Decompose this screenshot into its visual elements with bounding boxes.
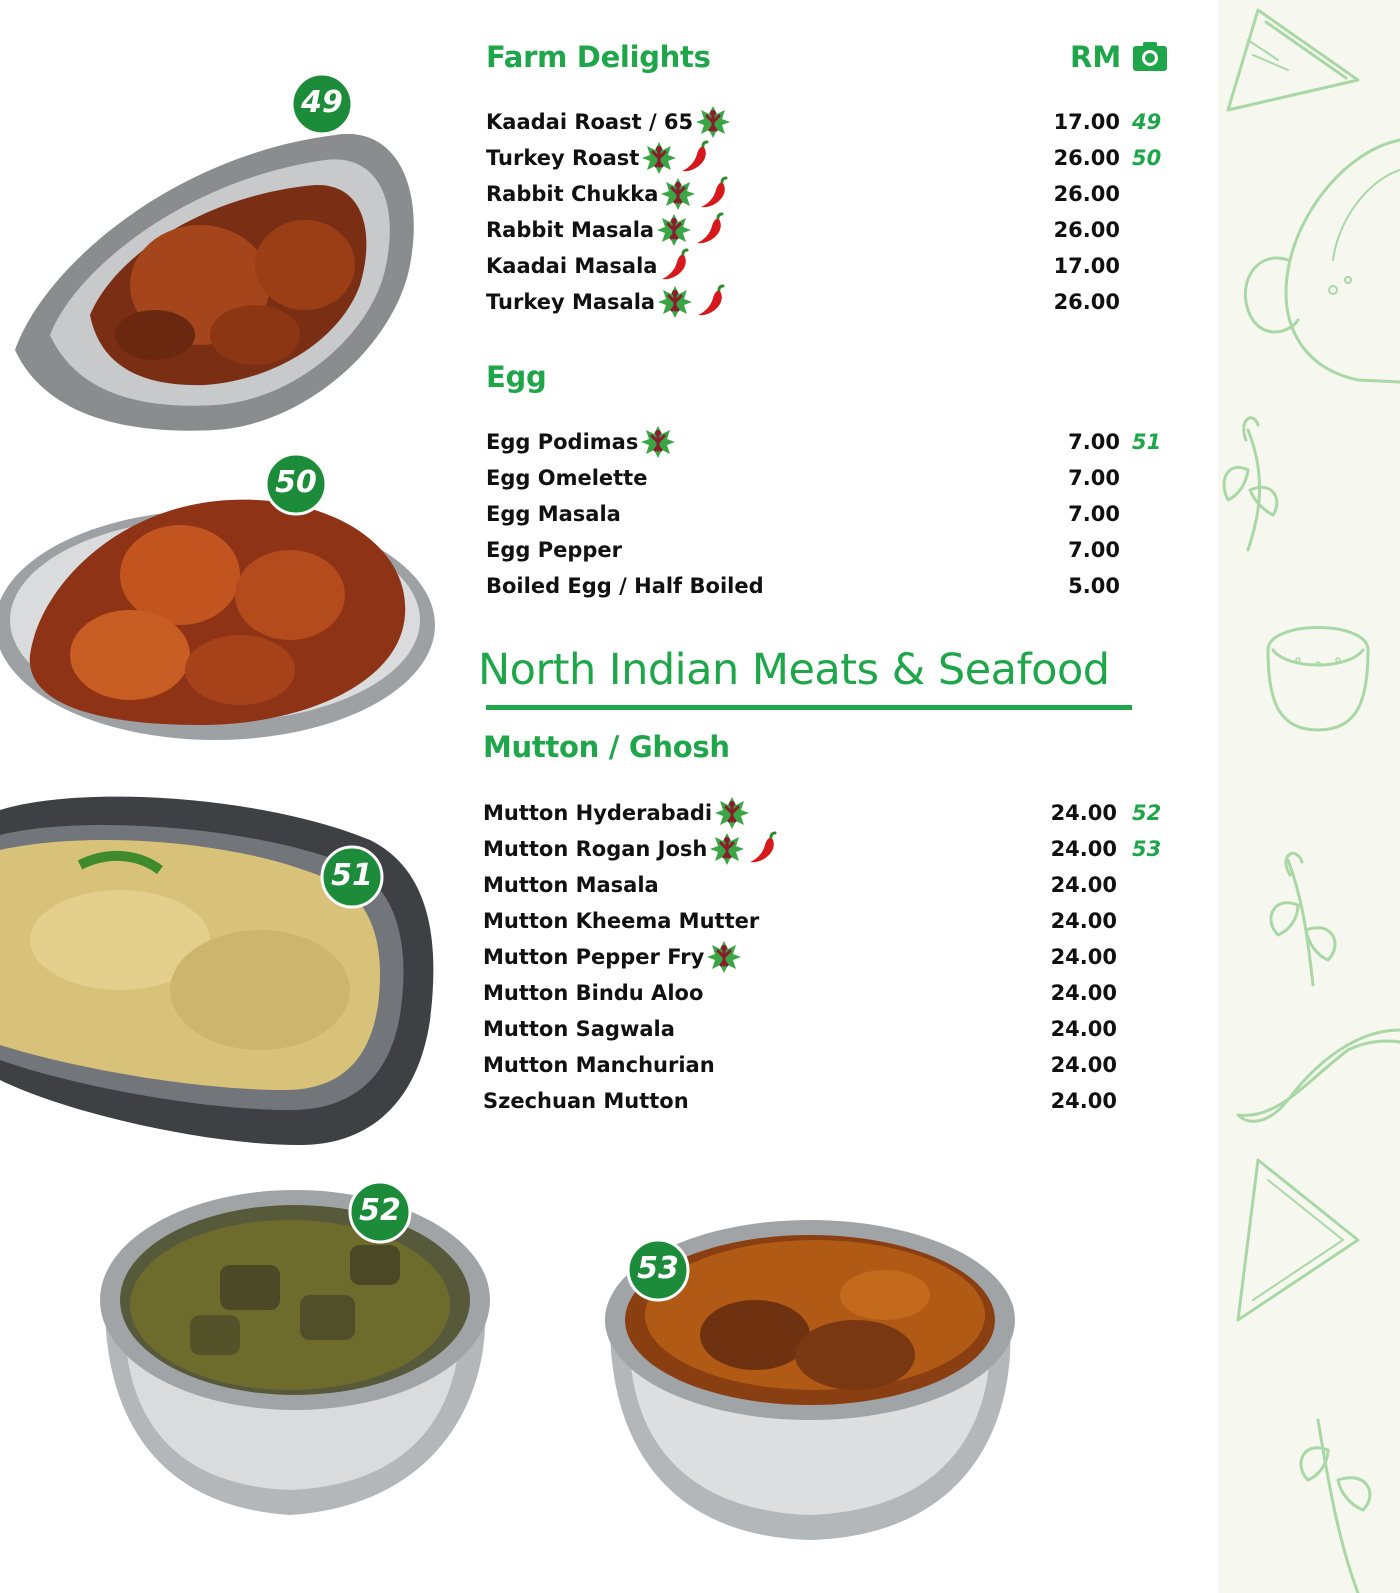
menu-item-price: 7.00 xyxy=(1068,466,1120,490)
category-title-underline xyxy=(486,705,1132,710)
chef-special-icon xyxy=(714,795,750,831)
menu-item-row xyxy=(483,975,1172,1011)
menu-item-name-wrap xyxy=(483,1083,689,1119)
menu-item-name-wrap xyxy=(486,568,764,604)
menu-item-name: Mutton Pepper Fry xyxy=(483,945,705,969)
menu-item-price: 7.00 xyxy=(1068,502,1120,526)
chili-icon xyxy=(747,831,777,867)
photo-badge-number: 51 xyxy=(331,858,373,893)
menu-item-name-wrap xyxy=(483,1047,715,1083)
menu-item-name: Mutton Bindu Aloo xyxy=(483,981,704,1005)
menu-item-row xyxy=(486,104,1172,140)
dish-photo-egg-podimas xyxy=(0,790,440,1150)
menu-item-price: 26.00 xyxy=(1053,218,1120,242)
menu-item-name-wrap xyxy=(483,1011,675,1047)
menu-item-price: 24.00 xyxy=(1050,909,1117,933)
menu-item-price: 7.00 xyxy=(1068,538,1120,562)
chef-special-icon xyxy=(706,939,742,975)
menu-item-row xyxy=(486,496,1172,532)
menu-item-price: 24.00 xyxy=(1050,837,1117,861)
menu-item-price: 26.00 xyxy=(1053,182,1120,206)
menu-item-name: Kaadai Masala xyxy=(486,254,658,278)
menu-item-name: Mutton Sagwala xyxy=(483,1017,675,1041)
menu-item-row xyxy=(486,176,1172,212)
menu-item-photo-ref: 50 xyxy=(1132,146,1162,170)
menu-item-price: 24.00 xyxy=(1050,1053,1117,1077)
menu-item-name: Rabbit Masala xyxy=(486,218,655,242)
menu-item-name-wrap xyxy=(483,795,750,831)
category-title-north-indian: North Indian Meats & Seafood xyxy=(478,645,1110,695)
menu-item-row xyxy=(483,795,1172,831)
menu-item-name: Boiled Egg / Half Boiled xyxy=(486,574,764,598)
chef-special-icon xyxy=(641,140,677,176)
photo-badge-number: 52 xyxy=(359,1193,401,1228)
menu-item-price: 7.00 xyxy=(1068,430,1120,454)
photo-badge xyxy=(320,845,384,909)
chili-icon xyxy=(659,248,689,284)
menu-item-name: Egg Pepper xyxy=(486,538,623,562)
menu-item-name: Egg Omelette xyxy=(486,466,648,490)
menu-item-photo-ref: 49 xyxy=(1132,110,1162,134)
menu-item-name-wrap xyxy=(486,532,622,568)
menu-item-name-wrap xyxy=(486,248,689,284)
menu-item-name: Turkey Roast xyxy=(486,146,640,170)
menu-item-name-wrap xyxy=(486,176,728,212)
menu-item-name-wrap xyxy=(483,831,777,867)
chili-icon xyxy=(695,284,725,320)
photo-badge xyxy=(348,1180,412,1244)
menu-item-name-wrap xyxy=(486,496,621,532)
photo-badge-number: 49 xyxy=(301,85,343,120)
section-title-mutton: Mutton / Ghosh xyxy=(483,730,730,764)
menu-item-row xyxy=(483,1011,1172,1047)
menu-item-name: Kaadai Roast / 65 xyxy=(486,110,694,134)
photo-badge-number: 50 xyxy=(275,465,317,500)
chili-icon xyxy=(694,212,724,248)
menu-item-row xyxy=(483,1083,1172,1119)
menu-item-price: 24.00 xyxy=(1050,945,1117,969)
menu-item-name: Turkey Masala xyxy=(486,290,656,314)
menu-item-row xyxy=(486,140,1172,176)
menu-item-name: Egg Masala xyxy=(486,502,621,526)
menu-item-name-wrap xyxy=(486,212,724,248)
menu-item-name: Szechuan Mutton xyxy=(483,1089,689,1113)
menu-item-name: Mutton Manchurian xyxy=(483,1053,715,1077)
menu-item-name: Mutton Hyderabadi xyxy=(483,801,713,825)
decorative-food-sketch-strip xyxy=(1218,0,1400,1593)
menu-item-name-wrap xyxy=(483,903,759,939)
menu-item-price: 24.00 xyxy=(1050,981,1117,1005)
menu-item-row xyxy=(483,1047,1172,1083)
menu-item-price: 17.00 xyxy=(1053,110,1120,134)
menu-item-name-wrap xyxy=(483,975,703,1011)
menu-item-photo-ref: 52 xyxy=(1132,801,1162,825)
chili-icon xyxy=(698,176,728,212)
menu-item-row xyxy=(486,212,1172,248)
menu-item-price: 24.00 xyxy=(1050,1089,1117,1113)
menu-item-row xyxy=(486,460,1172,496)
section-title-egg: Egg xyxy=(486,360,547,394)
menu-item-price: 26.00 xyxy=(1053,146,1120,170)
chef-special-icon xyxy=(660,176,696,212)
menu-item-row xyxy=(483,831,1172,867)
chef-special-icon xyxy=(709,831,745,867)
photo-badge-number: 53 xyxy=(637,1251,679,1286)
menu-item-photo-ref: 51 xyxy=(1132,430,1162,454)
chef-special-icon xyxy=(695,104,731,140)
menu-item-price: 17.00 xyxy=(1053,254,1120,278)
dish-photo-turkey-roast xyxy=(0,485,440,750)
photo-badge xyxy=(290,72,354,136)
menu-item-name-wrap xyxy=(486,424,676,460)
menu-item-name: Mutton Rogan Josh xyxy=(483,837,708,861)
menu-item-row xyxy=(486,248,1172,284)
menu-item-row xyxy=(486,532,1172,568)
menu-item-row xyxy=(486,568,1172,604)
menu-item-row xyxy=(483,939,1172,975)
section-title-farm-delights: Farm Delights xyxy=(486,40,711,74)
menu-item-name-wrap xyxy=(486,460,647,496)
menu-item-name: Egg Podimas xyxy=(486,430,639,454)
menu-item-row xyxy=(486,284,1172,320)
menu-item-name-wrap xyxy=(483,939,742,975)
menu-item-photo-ref: 53 xyxy=(1132,837,1162,861)
menu-item-price: 24.00 xyxy=(1050,1017,1117,1041)
menu-item-name-wrap xyxy=(486,284,725,320)
menu-item-price: 5.00 xyxy=(1068,574,1120,598)
menu-item-price: 26.00 xyxy=(1053,290,1120,314)
dish-photo-mutton-hyderabadi xyxy=(100,1185,500,1520)
menu-item-row xyxy=(483,867,1172,903)
menu-item-row xyxy=(483,903,1172,939)
chef-special-icon xyxy=(640,424,676,460)
menu-item-name: Rabbit Chukka xyxy=(486,182,659,206)
photo-badge xyxy=(264,452,328,516)
menu-item-name: Mutton Kheema Mutter xyxy=(483,909,760,933)
menu-item-price: 24.00 xyxy=(1050,873,1117,897)
dish-photo-kaadai-roast xyxy=(5,95,425,435)
camera-icon xyxy=(1132,40,1168,76)
menu-item-name: Mutton Masala xyxy=(483,873,659,897)
currency-label: RM xyxy=(1070,40,1122,74)
chili-icon xyxy=(679,140,709,176)
chef-special-icon xyxy=(657,284,693,320)
menu-item-name-wrap xyxy=(483,867,659,903)
menu-item-name-wrap xyxy=(486,104,731,140)
chef-special-icon xyxy=(656,212,692,248)
menu-item-name-wrap xyxy=(486,140,709,176)
photo-badge xyxy=(626,1238,690,1302)
menu-item-price: 24.00 xyxy=(1050,801,1117,825)
menu-item-row xyxy=(486,424,1172,460)
